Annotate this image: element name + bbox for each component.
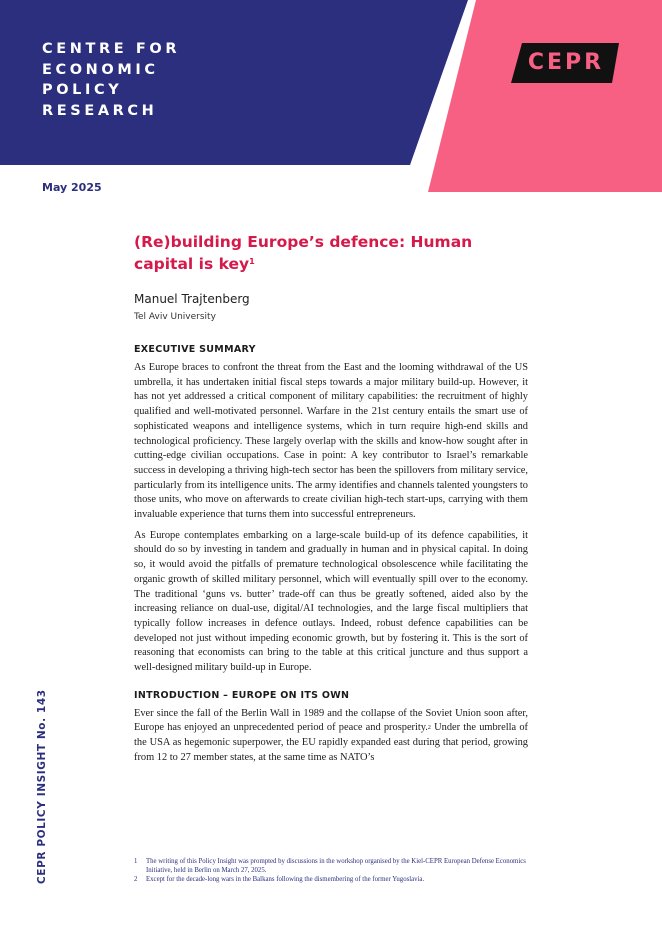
org-line: ECONOMIC bbox=[42, 61, 159, 78]
org-line: CENTRE FOR bbox=[42, 41, 181, 57]
footnote bbox=[134, 875, 528, 884]
intro-text-part: Ever since the fall of the Berlin Wall in 1989 and the collapse of the Soviet Union soon after, Europe has enjoyed an unprecedented period of peace and prosperity. bbox=[134, 707, 528, 734]
exec-summary-heading: EXECUTIVE SUMMARY bbox=[134, 344, 256, 355]
author-name: Manuel Trajtenberg bbox=[134, 292, 250, 306]
cepr-logo: CEPR bbox=[527, 50, 605, 75]
org-line: RESEARCH bbox=[42, 102, 158, 119]
footnote-text: Except for the decade-long wars in the Balkans following the dismembering of the former Yugoslavia. bbox=[146, 876, 425, 883]
footnote bbox=[134, 857, 528, 875]
intro-text-part: Under the umbrella of the USA as hegemonic superpower, the EU rapidly expanded east during that period, growing from 12 to 27 member states, at the same time as NATO’s bbox=[134, 722, 528, 763]
footnote-number: 1 bbox=[134, 858, 138, 865]
publication-date: May 2025 bbox=[42, 181, 102, 194]
author-affiliation: Tel Aviv University bbox=[134, 312, 216, 322]
footnote-text: The writing of this Policy Insight was prompted by discussions in the workshop organised by the Kiel-CEPR European Defense Economics Initiative, held in Berlin on March 27, 2025. bbox=[146, 858, 526, 874]
exec-summary-paragraph-2: As Europe contemplates embarking on a large-scale build-up of its defence capabilities, it should do so by investing in tandem and gradually in human and in physical capital. In doing so, it would avoid the pitfalls of premature technological obsolescence while facilitating the organic growth of skilled military personnel, which will eventually spill over to the economy. The traditional ‘guns vs. butter’ trade-off can thus be greatly softened, aided also by the increasing reliance on dual-use, digital/AI technologies, and the large fiscal multipliers that typically follow increases in defence outlays. Indeed, robust defence capabilities can be developed not just without impeding economic growth, but by fostering it. This is the sort of reasoning that economists can bring to the table at this critical juncture and thus support a well-designed military build-up in Europe. bbox=[134, 529, 528, 674]
main-content bbox=[134, 231, 528, 772]
page-title bbox=[134, 231, 528, 275]
title-text: (Re)building Europe’s defence: Human capital is key bbox=[134, 233, 473, 273]
pink-banner bbox=[428, 0, 662, 192]
title-footnote-ref[interactable]: 1 bbox=[249, 257, 255, 266]
footnote-number: 2 bbox=[134, 876, 138, 883]
org-name bbox=[42, 39, 180, 121]
footnote-ref[interactable]: 2 bbox=[427, 725, 431, 732]
footnotes bbox=[134, 857, 528, 884]
intro-paragraph-1 bbox=[134, 707, 528, 766]
series-label: CEPR POLICY INSIGHT No. 143 bbox=[36, 689, 48, 884]
org-line: POLICY bbox=[42, 82, 123, 98]
header-banner bbox=[0, 0, 662, 192]
intro-heading: INTRODUCTION – EUROPE ON ITS OWN bbox=[134, 689, 350, 701]
exec-summary-paragraph-1: As Europe braces to confront the threat from the East and the looming withdrawal of the US umbrella, it has undertaken initial fiscal steps towards a major military build-up. However, it has not yet addressed a critical component of military capabilities: the recruitment of highly qualified and well-motivated personnel. Warfare in the 21st century entails the smart use of sophisticated weapons and intelligence systems, which in turn require high-end skills and technological proficiency. These largely overlap with the skills and know-how sought after in cutting-edge civilian occupations. Case in point: A key contributor to Israel’s remarkable success in developing a thriving high-tech sector has been the spillovers from military service, particularly from its intelligence units. The army identifies and channels talented youngsters to those units, who move on afterwards to create civilian high-tech start-ups, carrying with them invaluable experience that turns them into successful entrepreneurs. bbox=[134, 362, 528, 521]
